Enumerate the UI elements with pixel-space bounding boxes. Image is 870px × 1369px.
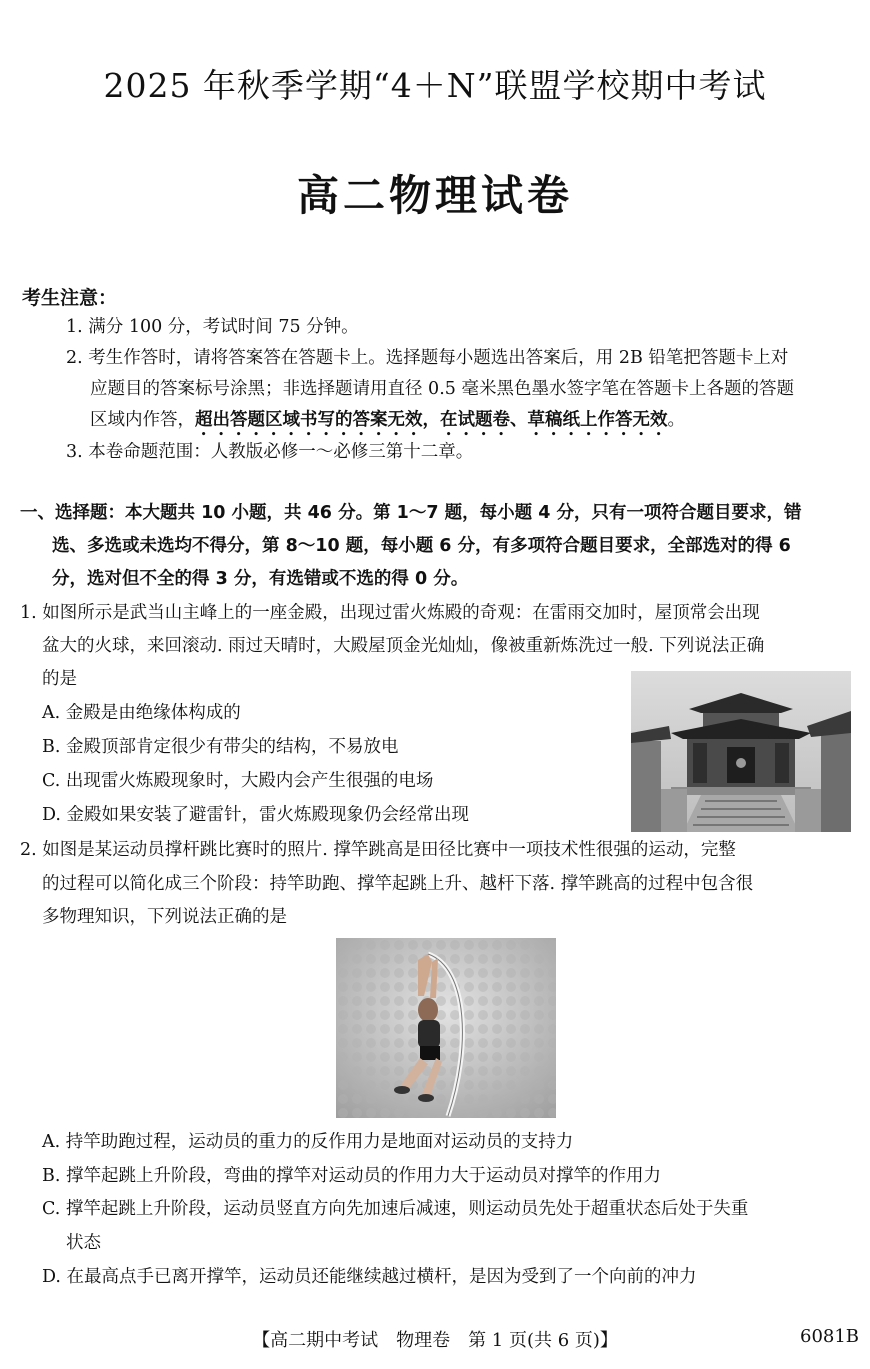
q1-stem-line-1: 1. 如图所示是武当山主峰上的一座金殿，出现过雷火炼殿的奇观：在雷雨交加时，屋顶常会出现 <box>20 603 760 623</box>
q2-stem-line-1: 2. 如图是某运动员撑杆跳比赛时的照片. 撑竿跳高是田径比赛中一项技术性很强的运动，完整 <box>20 840 736 860</box>
q1-option-b: B. 金殿顶部肯定很少有带尖的结构，不易放电 <box>42 737 399 757</box>
section-1-line-3: 分，选对但不全的得 3 分，有选错或不选的得 0 分。 <box>52 569 469 589</box>
notice-item-2-line-1: 2. 考生作答时，请将答案答在答题卡上。选择题每小题选出答案后，用 2B 铅笔把答题卡上对 <box>66 348 789 368</box>
q2-stem-line-2: 的过程可以简化成三个阶段：持竿助跑、撑竿起跳上升、越杆下落. 撑竿跳高的过程中包含很 <box>42 874 754 894</box>
q1-stem-line-3: 的是 <box>42 669 77 689</box>
golden-hall-photo <box>631 671 851 832</box>
exam-title: 2025 年秋季学期“4＋N”联盟学校期中考试 <box>103 66 767 105</box>
q1-option-c: C. 出现雷火炼殿现象时，大殿内会产生很强的电场 <box>42 771 434 791</box>
page-footer: 【高二期中考试 物理卷 第 1 页(共 6 页)】 <box>252 1330 618 1351</box>
notice-item-3: 3. 本卷命题范围：人教版必修一～必修三第十二章。 <box>66 442 474 462</box>
q2-option-a: A. 持竿助跑过程，运动员的重力的反作用力是地面对运动员的支持力 <box>42 1132 574 1152</box>
pole-vault-photo <box>336 938 556 1118</box>
notice-heading: 考生注意： <box>22 287 118 309</box>
paper-code: 6081B <box>800 1326 860 1347</box>
q2-option-d: D. 在最高点手已离开撑竿，运动员还能继续越过横杆，是因为受到了一个向前的冲力 <box>42 1267 697 1287</box>
section-1-line-1: 一、选择题：本大题共 10 小题，共 46 分。第 1～7 题，每小题 4 分，只有一项符合题目要求，错 <box>20 503 802 523</box>
subject-title: 高二物理试卷 <box>296 171 573 220</box>
q1-option-d: D. 金殿如果安装了避雷针，雷火炼殿现象仍会经常出现 <box>42 805 470 825</box>
notice-item-2-line-3 <box>90 408 685 440</box>
q1-stem-line-2: 盆大的火球，来回滚动. 雨过天晴时，大殿屋顶金光灿灿，像被重新炼洗过一般. 下列说法正确 <box>42 636 765 656</box>
notice-item-2-line-3-suffix: 。 <box>667 410 685 430</box>
q1-option-a: A. 金殿是由绝缘体构成的 <box>42 703 241 723</box>
q2-stem-line-3: 多物理知识，下列说法正确的是 <box>42 907 287 927</box>
notice-item-2-line-3-prefix: 区域内作答， <box>90 410 195 430</box>
q2-option-b: B. 撑竿起跳上升阶段，弯曲的撑竿对运动员的作用力大于运动员对撑竿的作用力 <box>42 1166 661 1186</box>
notice-emphasis-text: 超出答题区域书写的答案无效，在试题卷、草稿纸上作答无效 <box>195 410 668 430</box>
q2-option-c-line-2: 状态 <box>66 1233 101 1253</box>
q2-option-c-line-1: C. 撑竿起跳上升阶段，运动员竖直方向先加速后减速，则运动员先处于超重状态后处于失重 <box>42 1199 749 1219</box>
notice-item-1: 1. 满分 100 分，考试时间 75 分钟。 <box>66 317 359 337</box>
section-1-line-2: 选、多选或未选均不得分，第 8～10 题，每小题 6 分，有多项符合题目要求，全部选对的得 6 <box>52 536 791 556</box>
notice-item-2-line-2: 应题目的答案标号涂黑；非选择题请用直径 0.5 毫米黑色墨水签字笔在答题卡上各题的答题 <box>90 379 794 399</box>
